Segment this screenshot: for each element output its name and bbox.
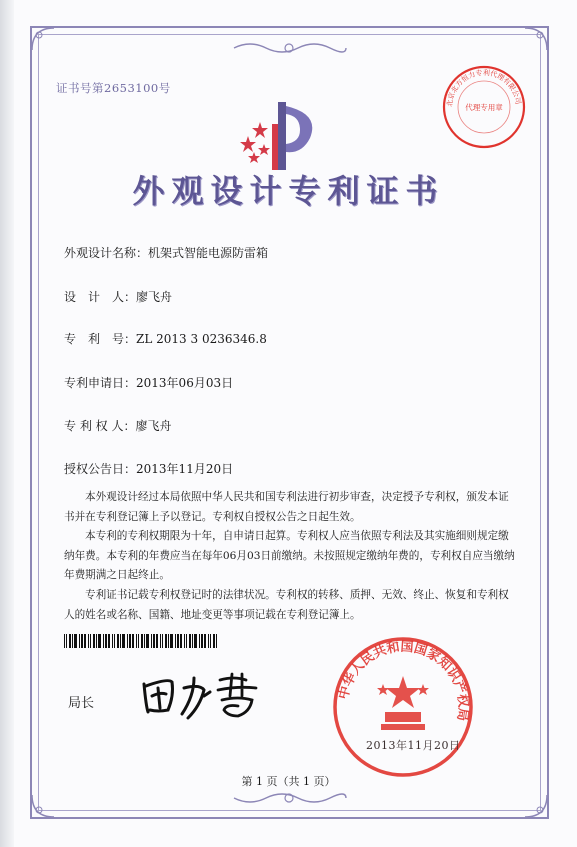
corner-ornament: [30, 793, 56, 819]
barcode-bar: [103, 634, 104, 648]
barcode-bar: [141, 634, 143, 648]
barcode-bar: [108, 634, 110, 648]
director-signature: [138, 666, 268, 726]
certificate-number: 证书号第2653100号: [56, 81, 171, 95]
director-label: 局长: [68, 696, 95, 711]
barcode-bar: [184, 634, 185, 648]
agency-stamp: [441, 64, 527, 150]
barcode-bar: [180, 634, 182, 648]
official-seal: [331, 636, 475, 778]
patentee-label: 专 利 权 人：: [64, 419, 136, 433]
barcode-bar: [66, 634, 67, 648]
barcode-bar: [122, 634, 125, 648]
corner-ornament: [30, 26, 56, 52]
grant-date-label: 授权公告日：: [64, 462, 137, 476]
barcode-bar: [165, 634, 167, 648]
barcode-bar: [64, 634, 65, 648]
barcode-bar: [177, 634, 179, 648]
barcode-bar: [151, 634, 152, 648]
barcode-bar: [146, 634, 149, 648]
barcode-bar: [201, 634, 203, 648]
corner-ornament: [523, 793, 549, 819]
barcode-bar: [136, 634, 137, 648]
barcode-bar: [210, 634, 211, 648]
design-name-label: 外观设计名称：: [64, 246, 149, 260]
filing-date-value: 2013年06月03日: [136, 376, 234, 390]
barcode-bar: [93, 634, 95, 648]
designer-value: 廖飞舟: [136, 290, 173, 304]
barcode-bar: [98, 634, 101, 648]
barcode-bar: [79, 634, 80, 648]
barcode-bar: [204, 634, 206, 648]
top-ornament: [230, 40, 348, 56]
body-paragraph: 专利证书记载专利权登记时的法律状况。专利权的转移、质押、无效、终止、恢复和专利权人的姓名或名称、国籍、地址变更等事项记载在专利登记簿上。: [64, 588, 509, 621]
svg-text:中华人民共和国国家知识产权局: 中华人民共和国国家知识产权局: [336, 639, 471, 722]
patentee-row: [64, 417, 171, 434]
svg-text:北京北方恒力专利代理有限公司: 北京北方恒力专利代理有限公司: [445, 68, 523, 108]
barcode-bar: [199, 634, 200, 648]
grant-date-row: [64, 460, 233, 477]
design-name-row: [64, 244, 268, 261]
barcode-bar: [153, 634, 155, 648]
barcode-bar: [208, 634, 209, 648]
barcode-bar: [138, 634, 139, 648]
seal-date: 2013年11月20日: [366, 739, 461, 752]
design-name-value: 机架式智能电源防雷箱: [148, 246, 269, 260]
barcode-bar: [189, 634, 191, 648]
barcode-bar: [132, 634, 134, 648]
patent-number-row: [64, 330, 267, 347]
body-paragraph: 本专利的专利权期限为十年，自申请日起算。专利权人应当依照专利法及其实施细则规定缴纳年费。本专利的年费应当在每年06月03日前缴纳。未按照规定缴纳年费的，专利权自应当缴纳年费期满之日起终止。: [64, 530, 515, 582]
barcode-bar: [120, 634, 121, 648]
certificate-body: [64, 488, 516, 625]
corner-ornament: [523, 26, 549, 52]
barcode-bar: [168, 634, 169, 648]
svg-text:代理专用章: 代理专用章: [465, 103, 503, 112]
barcode-bar: [162, 634, 163, 648]
barcode-bar: [114, 634, 115, 648]
barcode-bar: [192, 634, 193, 648]
barcode-bar: [105, 634, 107, 648]
document-title: 外观设计专利证书: [132, 172, 445, 210]
barcode-bar: [175, 634, 176, 648]
barcode-bar: [186, 634, 187, 648]
barcode-bar: [72, 634, 73, 648]
patentee-value: 廖飞舟: [135, 419, 172, 433]
barcode-bar: [194, 634, 197, 648]
designer-label: 设 计 人：: [64, 290, 137, 304]
barcode-bar: [144, 634, 145, 648]
designer-row: [64, 288, 172, 305]
page-number: 第 1 页（共 1 页）: [241, 775, 336, 788]
barcode-bar: [90, 634, 91, 648]
barcode-bar: [69, 634, 71, 648]
filing-date-label: 专利申请日：: [64, 376, 137, 390]
grant-date-value: 2013年11月20日: [136, 462, 234, 476]
patent-number-label: 专 利 号：: [64, 332, 137, 346]
patent-number-value: ZL 2013 3 0236346.8: [136, 332, 267, 346]
barcode-bar: [96, 634, 97, 648]
barcode-bar: [84, 634, 86, 648]
page-edge: [0, 0, 14, 847]
body-paragraph: 本外观设计经过本局依照中华人民共和国专利法进行初步审查，决定授予专利权，颁发本证书并在专利登记簿上予以登记。专利权自授权公告之日起生效。: [64, 491, 509, 523]
filing-date-row: [64, 374, 233, 391]
barcode-bar: [170, 634, 173, 648]
barcode-bar: [112, 634, 113, 648]
barcode-bar: [74, 634, 77, 648]
barcode-bar: [129, 634, 131, 648]
bottom-ornament: [230, 790, 348, 806]
barcode-bar: [81, 634, 83, 648]
barcode-bar: [213, 634, 215, 648]
patent-office-emblem: [234, 94, 324, 172]
barcode-bar: [127, 634, 128, 648]
barcode: [64, 634, 220, 648]
barcode-bar: [117, 634, 119, 648]
barcode-bar: [88, 634, 89, 648]
barcode-bar: [160, 634, 161, 648]
barcode-bar: [216, 634, 217, 648]
barcode-bar: [156, 634, 158, 648]
